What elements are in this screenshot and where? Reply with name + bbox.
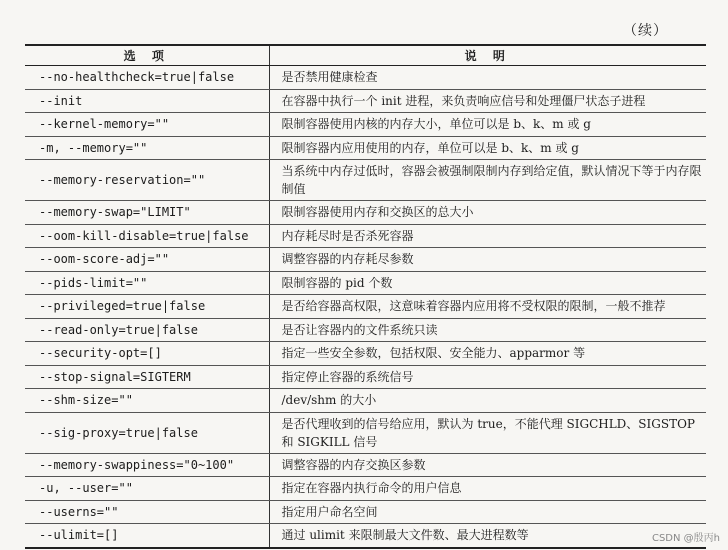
option-cell: --memory-swappiness="0~100" xyxy=(25,453,269,477)
option-cell: --memory-reservation="" xyxy=(25,160,269,201)
table-row xyxy=(25,318,706,342)
table-row xyxy=(25,365,706,389)
description-cell: 通过 ulimit 来限制最大文件数、最大进程数等 xyxy=(269,524,706,548)
description-cell: /dev/shm 的大小 xyxy=(269,389,706,413)
table-row xyxy=(25,271,706,295)
table-row xyxy=(25,477,706,501)
option-cell: --privileged=true|false xyxy=(25,295,269,319)
table-row xyxy=(25,201,706,225)
option-cell: --oom-score-adj="" xyxy=(25,248,269,272)
table-row xyxy=(25,136,706,160)
option-cell: --userns="" xyxy=(25,500,269,524)
option-cell: --security-opt=[] xyxy=(25,342,269,366)
option-cell: --pids-limit="" xyxy=(25,271,269,295)
option-cell: --stop-signal=SIGTERM xyxy=(25,365,269,389)
table-row xyxy=(25,160,706,201)
description-cell: 当系统中内存过低时，容器会被强制限制内存到给定值，默认情况下等于内存限制值 xyxy=(269,160,706,201)
description-cell: 指定用户命名空间 xyxy=(269,500,706,524)
watermark: CSDN @殷丙h xyxy=(651,533,720,544)
option-cell: -m, --memory="" xyxy=(25,136,269,160)
description-cell: 是否让容器内的文件系统只读 xyxy=(269,318,706,342)
description-cell: 限制容器使用内核的内存大小，单位可以是 b、k、m 或 g xyxy=(269,113,706,137)
table-row xyxy=(25,89,706,113)
option-cell: --memory-swap="LIMIT" xyxy=(25,201,269,225)
description-cell: 调整容器的内存交换区参数 xyxy=(269,453,706,477)
description-cell: 是否给容器高权限，这意味着容器内应用将不受权限的限制，一般不推荐 xyxy=(269,295,706,319)
table-row xyxy=(25,389,706,413)
header-option: 选 项 xyxy=(25,45,269,66)
table-row xyxy=(25,524,706,548)
description-cell: 指定一些安全参数，包括权限、安全能力、apparmor 等 xyxy=(269,342,706,366)
table-row xyxy=(25,453,706,477)
description-cell: 调整容器的内存耗尽参数 xyxy=(269,248,706,272)
description-cell: 内存耗尽时是否杀死容器 xyxy=(269,224,706,248)
option-cell: --kernel-memory="" xyxy=(25,113,269,137)
table-row xyxy=(25,342,706,366)
table-row xyxy=(25,412,706,453)
option-cell: -u, --user="" xyxy=(25,477,269,501)
header-description: 说 明 xyxy=(269,45,706,66)
continued-label: （续） xyxy=(623,23,668,39)
description-cell: 指定在容器内执行命令的用户信息 xyxy=(269,477,706,501)
description-cell: 限制容器的 pid 个数 xyxy=(269,271,706,295)
description-cell: 指定停止容器的系统信号 xyxy=(269,365,706,389)
table-header-row xyxy=(25,45,706,66)
description-cell: 限制容器内应用使用的内存，单位可以是 b、k、m 或 g xyxy=(269,136,706,160)
table-row xyxy=(25,66,706,90)
option-cell: --no-healthcheck=true|false xyxy=(25,66,269,90)
option-cell: --ulimit=[] xyxy=(25,524,269,548)
table-row xyxy=(25,295,706,319)
options-table xyxy=(25,44,706,549)
option-cell: --read-only=true|false xyxy=(25,318,269,342)
option-cell: --shm-size="" xyxy=(25,389,269,413)
option-cell: --oom-kill-disable=true|false xyxy=(25,224,269,248)
table-row xyxy=(25,500,706,524)
option-cell: --sig-proxy=true|false xyxy=(25,412,269,453)
description-cell: 限制容器使用内存和交换区的总大小 xyxy=(269,201,706,225)
description-cell: 是否代理收到的信号给应用，默认为 true，不能代理 SIGCHLD、SIGSTOP 和 SIGKILL 信号 xyxy=(269,412,706,453)
table-row xyxy=(25,224,706,248)
option-cell: --init xyxy=(25,89,269,113)
description-cell: 是否禁用健康检查 xyxy=(269,66,706,90)
table-row xyxy=(25,248,706,272)
table-row xyxy=(25,113,706,137)
description-cell: 在容器中执行一个 init 进程，来负责响应信号和处理僵尸状态子进程 xyxy=(269,89,706,113)
